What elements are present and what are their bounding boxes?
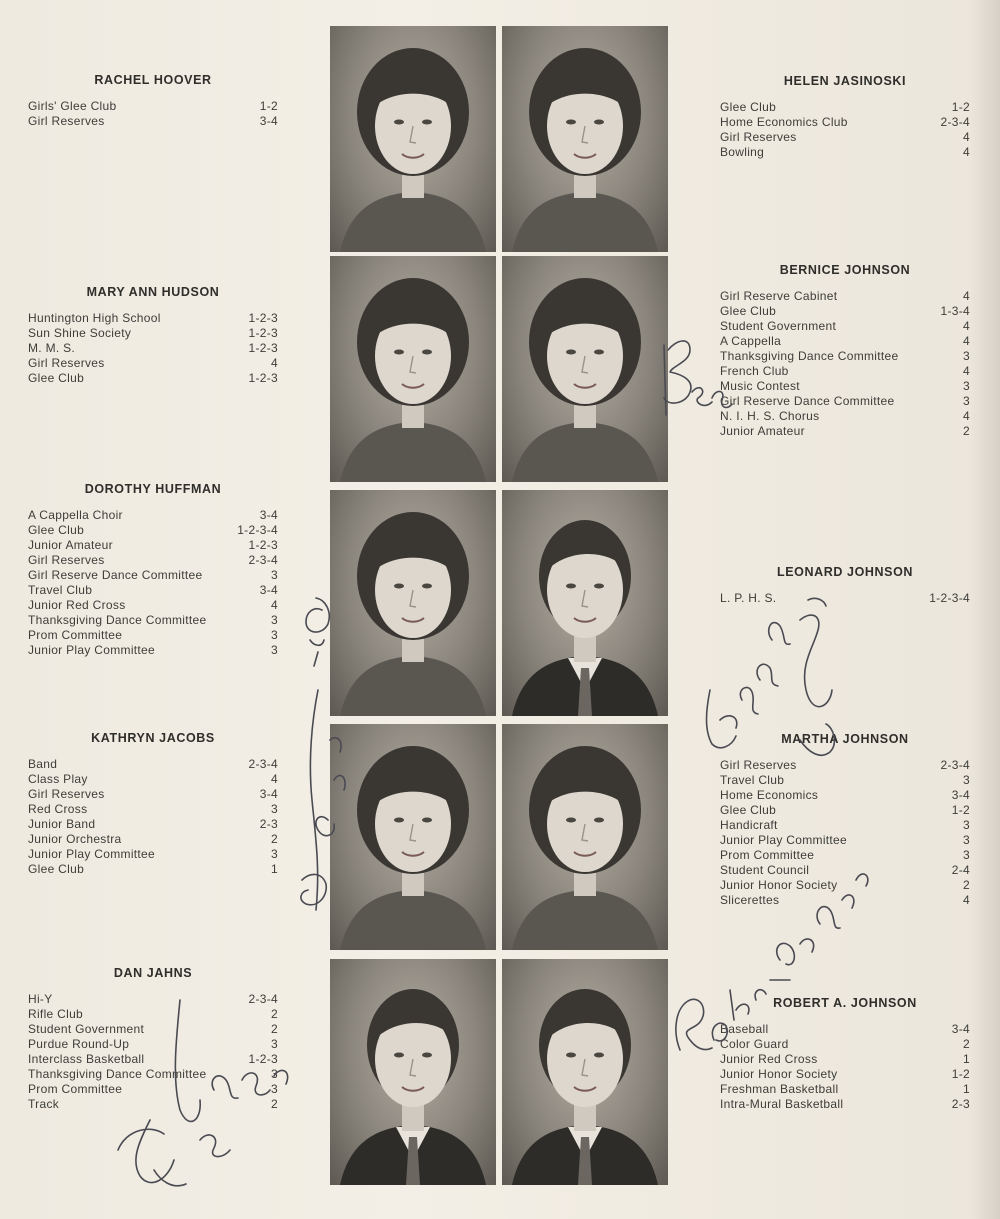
activity-years: 1 [271, 862, 278, 876]
activity-years: 3-4 [259, 787, 278, 801]
activity-years: 1-2 [259, 99, 278, 113]
activity-years: 2-3-4 [940, 115, 970, 129]
activity-label: Band [28, 757, 58, 771]
activity-label: Home Economics [720, 788, 819, 802]
activity-label: Girl Reserves [28, 114, 105, 128]
activity-label: Thanksgiving Dance Committee [28, 1067, 207, 1081]
activity-label: Junior Play Committee [720, 833, 848, 847]
activity-label: Handicraft [720, 818, 778, 832]
activity-years: 3 [271, 1067, 278, 1081]
activity-label: Student Government [720, 319, 837, 333]
activity-label: Thanksgiving Dance Committee [28, 613, 207, 627]
activity-years: 2-3 [951, 1097, 970, 1111]
activity-years: 3 [271, 568, 278, 582]
activity-label: Music Contest [720, 379, 800, 393]
activity-years: 4 [271, 356, 278, 370]
activity-years: 4 [963, 319, 970, 333]
activity-years: 3 [271, 643, 278, 657]
activity-years: 2-4 [951, 863, 970, 877]
activity-years: 1-2-3 [248, 538, 278, 552]
activity-label: Junior Band [28, 817, 96, 831]
student-name: ROBERT A. JOHNSON [773, 996, 917, 1010]
activity-years: 1-2-3-4 [929, 591, 970, 605]
activity-label: Girl Reserves [720, 130, 797, 144]
signature-dot [306, 598, 329, 666]
activity-label: Track [28, 1097, 60, 1111]
activity-years: 1-3-4 [940, 304, 970, 318]
activity-years: 4 [963, 334, 970, 348]
student-name: KATHRYN JACOBS [91, 731, 215, 745]
activity-label: Color Guard [720, 1037, 789, 1051]
activity-label: Glee Club [720, 803, 777, 817]
activity-label: Sun Shine Society [28, 326, 132, 340]
activity-years: 3 [963, 394, 970, 408]
activity-years: 4 [271, 772, 278, 786]
activity-years: 1 [963, 1052, 970, 1066]
activity-label: Interclass Basketball [28, 1052, 145, 1066]
activity-label: Glee Club [720, 100, 777, 114]
activity-years: 2 [963, 424, 970, 438]
activity-years: 3 [963, 833, 970, 847]
activity-years: 4 [963, 130, 970, 144]
activity-years: 1 [963, 1082, 970, 1096]
activity-label: Junior Amateur [28, 538, 113, 552]
activity-label: Girl Reserves [28, 787, 105, 801]
activity-label: Purdue Round-Up [28, 1037, 130, 1051]
activity-years: 3-4 [951, 1022, 970, 1036]
activity-label: Girl Reserve Dance Committee [28, 568, 203, 582]
signature-kathryn [301, 690, 345, 910]
activity-label: Student Council [720, 863, 810, 877]
activity-years: 2 [963, 1037, 970, 1051]
activity-years: 1-2-3-4 [237, 523, 278, 537]
activity-years: 3-4 [951, 788, 970, 802]
signature-bea [664, 341, 732, 415]
activity-label: Junior Red Cross [28, 598, 126, 612]
activity-label: Junior Orchestra [28, 832, 122, 846]
activity-years: 3 [963, 379, 970, 393]
activity-years: 2-3-4 [940, 758, 970, 772]
activity-label: Junior Play Committee [28, 847, 156, 861]
activity-years: 2 [963, 878, 970, 892]
activity-label: Junior Play Committee [28, 643, 156, 657]
activity-years: 4 [963, 893, 970, 907]
activity-label: Slicerettes [720, 893, 780, 907]
activity-years: 3 [271, 613, 278, 627]
activity-label: Junior Red Cross [720, 1052, 818, 1066]
activity-years: 1-2 [951, 1067, 970, 1081]
activity-label: Prom Committee [28, 1082, 123, 1096]
activity-label: Freshman Basketball [720, 1082, 839, 1096]
activity-years: 1-2-3 [248, 371, 278, 385]
activity-label: Glee Club [720, 304, 777, 318]
student-name: LEONARD JOHNSON [776, 565, 914, 579]
activity-label: Girl Reserves [720, 758, 797, 772]
activity-years: 4 [963, 409, 970, 423]
activity-years: 2 [271, 1022, 278, 1036]
activity-label: Girl Reserves [28, 356, 105, 370]
activity-label: A Cappella [720, 334, 782, 348]
activity-label: French Club [720, 364, 789, 378]
activity-years: 2-3-4 [248, 992, 278, 1006]
activity-years: 1-2-3 [248, 311, 278, 325]
activity-years: 2 [271, 1007, 278, 1021]
activity-label: Baseball [720, 1022, 769, 1036]
activity-years: 3 [963, 349, 970, 363]
activity-label: Girl Reserve Cabinet [720, 289, 838, 303]
activity-label: Glee Club [28, 862, 85, 876]
activity-label: Travel Club [28, 583, 93, 597]
activity-label: Bowling [720, 145, 765, 159]
activity-years: 3 [271, 1082, 278, 1096]
activity-years: 3-4 [259, 114, 278, 128]
activity-years: 4 [963, 364, 970, 378]
activity-years: 3 [271, 628, 278, 642]
signature-leonard-johnson [707, 598, 835, 755]
activity-years: 2 [271, 832, 278, 846]
student-name: MARTHA JOHNSON [781, 732, 909, 746]
student-name: HELEN JASINOSKI [783, 74, 907, 88]
activity-years: 1-2 [951, 803, 970, 817]
activity-label: Prom Committee [28, 628, 123, 642]
activity-label: Thanksgiving Dance Committee [720, 349, 899, 363]
activity-years: 3 [271, 847, 278, 861]
activity-label: Glee Club [28, 523, 85, 537]
activity-label: Student Government [28, 1022, 145, 1036]
activity-label: Junior Amateur [720, 424, 805, 438]
activity-label: Home Economics Club [720, 115, 848, 129]
activity-label: Junior Honor Society [720, 878, 838, 892]
activity-label: Girl Reserves [28, 553, 105, 567]
activity-label: Glee Club [28, 371, 85, 385]
activity-years: 3-4 [259, 508, 278, 522]
activity-years: 3-4 [259, 583, 278, 597]
activity-label: Girls' Glee Club [28, 99, 117, 113]
activity-years: 2-3 [259, 817, 278, 831]
activity-label: Class Play [28, 772, 88, 786]
activity-years: 1-2-3 [248, 341, 278, 355]
activity-years: 4 [963, 289, 970, 303]
activity-years: 1-2 [951, 100, 970, 114]
activity-years: 3 [963, 818, 970, 832]
activity-label: Red Cross [28, 802, 88, 816]
student-name: BERNICE JOHNSON [779, 263, 911, 277]
activity-label: Hi-Y [28, 992, 53, 1006]
activity-label: Intra-Mural Basketball [720, 1097, 844, 1111]
student-name: DAN JAHNS [113, 966, 193, 980]
signature-robert-johnson [676, 874, 868, 1050]
activity-years: 2-3-4 [248, 553, 278, 567]
activity-label: Huntington High School [28, 311, 161, 325]
signature-dan-jahns [118, 1000, 288, 1186]
activity-years: 3 [271, 1037, 278, 1051]
activity-years: 2-3-4 [248, 757, 278, 771]
activity-years: 3 [271, 802, 278, 816]
activity-years: 1-2-3 [248, 1052, 278, 1066]
activity-label: Rifle Club [28, 1007, 84, 1021]
activity-label: Girl Reserve Dance Committee [720, 394, 895, 408]
student-name: MARY ANN HUDSON [86, 285, 220, 299]
activity-label: A Cappella Choir [28, 508, 123, 522]
activity-label: Travel Club [720, 773, 785, 787]
activity-label: Junior Honor Society [720, 1067, 838, 1081]
activity-label: Prom Committee [720, 848, 815, 862]
activity-label: L. P. H. S. [720, 591, 777, 605]
student-name: RACHEL HOOVER [94, 73, 212, 87]
activity-label: N. I. H. S. Chorus [720, 409, 820, 423]
activity-years: 3 [963, 848, 970, 862]
activity-years: 2 [271, 1097, 278, 1111]
activity-years: 4 [271, 598, 278, 612]
activity-years: 3 [963, 773, 970, 787]
activity-label: M. M. S. [28, 341, 76, 355]
activity-years: 4 [963, 145, 970, 159]
activity-years: 1-2-3 [248, 326, 278, 340]
student-name: DOROTHY HUFFMAN [84, 482, 222, 496]
